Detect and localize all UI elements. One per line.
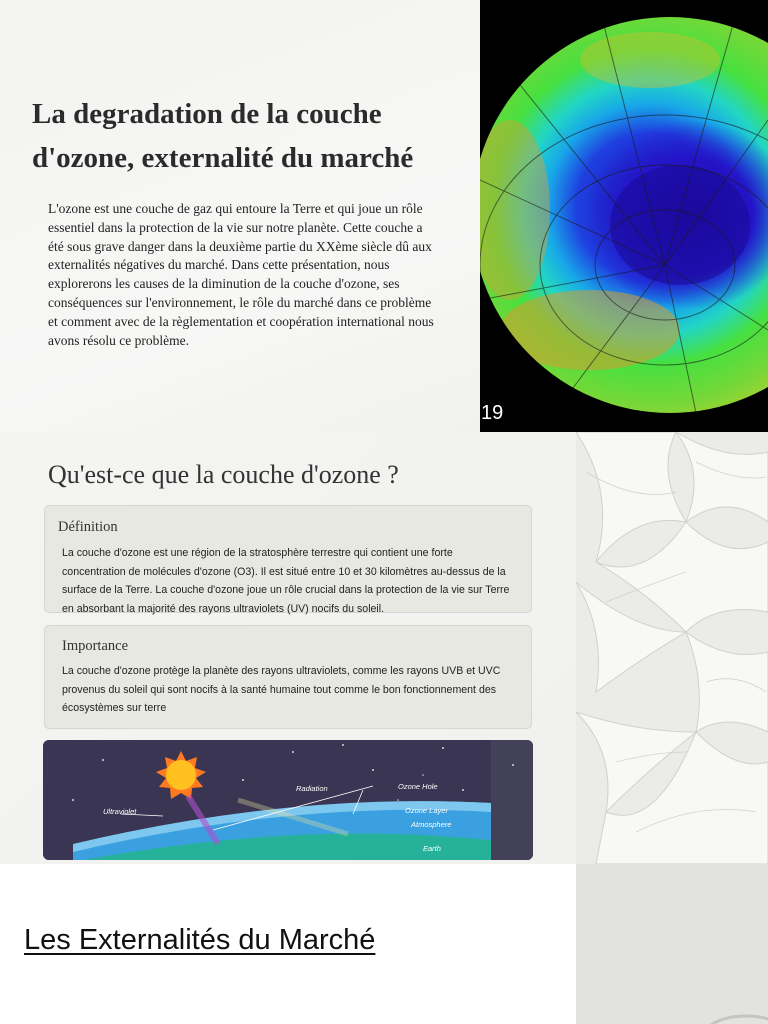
decorative-sculpture-image	[576, 432, 768, 864]
card-title: Importance	[62, 638, 129, 654]
image-overlay-number: 19	[481, 402, 504, 424]
slide-title: Les Externalités du Marché	[24, 924, 376, 956]
importance-card	[44, 625, 532, 729]
decorative-graphic	[576, 864, 768, 1024]
definition-card	[44, 505, 532, 616]
label-radiation: Radiation	[296, 784, 328, 793]
paper-fold-graphic	[576, 432, 768, 864]
decorative-image	[576, 864, 768, 1024]
slide-market-externalities	[0, 864, 768, 1024]
ozone-diagram-graphic	[43, 740, 533, 860]
ozone-globe-image	[480, 0, 768, 432]
ozone-layer-diagram	[43, 740, 533, 860]
slide-title: La degradation de la couche d'ozone, externalité du marché	[32, 98, 414, 174]
slide-ozone-degradation	[0, 0, 768, 432]
label-ultraviolet: Ultraviolet	[103, 807, 137, 816]
slide-what-is-ozone	[0, 432, 768, 864]
ozone-globe-graphic	[480, 0, 768, 432]
card-text: La couche d'ozone protège la planète des rayons ultraviolets, comme les rayons UVB et UVC provenus du soleil qui sont nocifs à la santé humaine tout comme le bon fonctionnement des écosystèmes sur terre	[62, 665, 501, 715]
label-atmosphere: Atmosphere	[411, 820, 452, 829]
slide-title: Qu'est-ce que la couche d'ozone ?	[48, 460, 399, 489]
card-text: La couche d'ozone est une région de la stratosphère terrestre qui contient une forte concentration de molécules d'ozone (O3). Il est situé entre 10 et 30 kilomètres au-dessus de la surface de la Terre. La couche d'ozone joue un rôle crucial dans la protection de la vie sur Terre en absorbant la majorité des rayons ultraviolets (UV) nocifs du soleil.	[62, 547, 510, 616]
card-title: Définition	[58, 519, 118, 535]
label-ozone-hole: Ozone Hole	[398, 782, 438, 791]
slide-intro-text: L'ozone est une couche de gaz qui entoure la Terre et qui joue un rôle essentiel dans la protection de la vie sur notre planète. Cette couche a été sous grave danger dans la deuxième partie du XXème siècle dû aux externalités négatives du marché. Dans cette présentation, nous explorerons les causes de la diminution de la couche d'ozone, ses conséquences sur l'environnement, le rôle du marché dans ce problème et comment avec de la règlementation et coopération international nous avons résolu ce problème.	[48, 201, 434, 348]
label-earth: Earth	[423, 844, 441, 853]
label-ozone-layer: Ozone Layer	[405, 806, 448, 815]
